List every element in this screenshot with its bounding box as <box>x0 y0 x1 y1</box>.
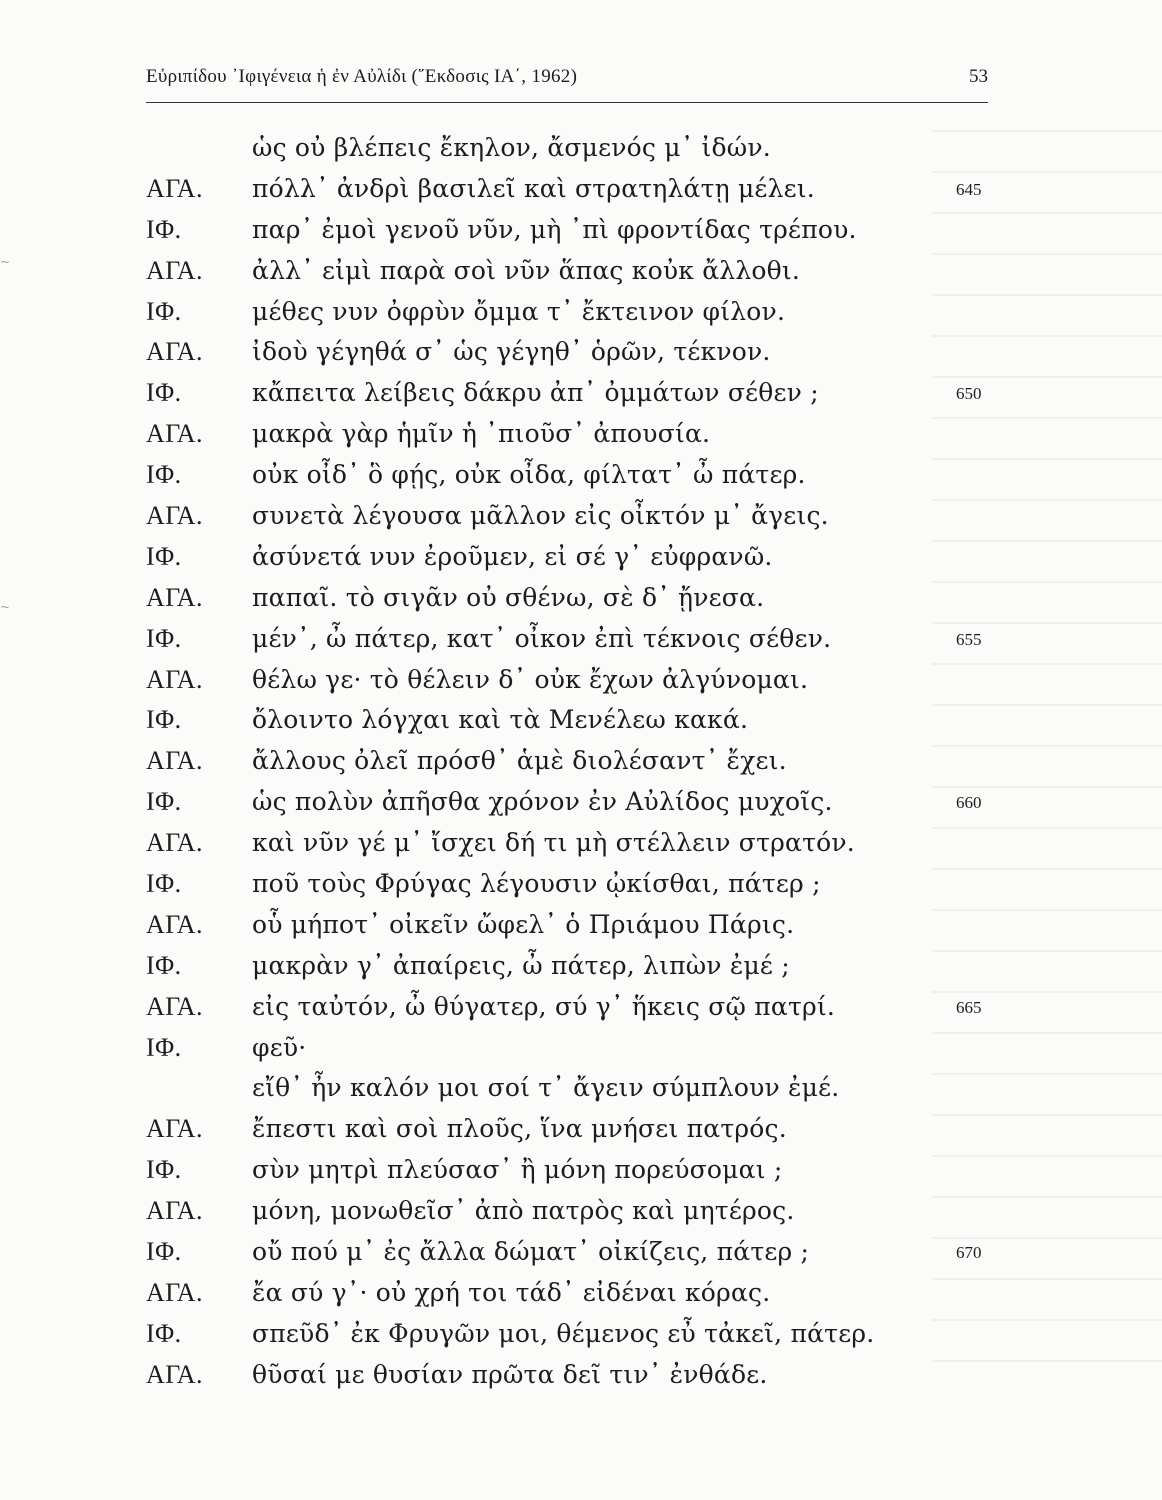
verse-text-line: συνετὰ λέγουσα μᾶλλον εἰς οἶκτόν μ᾿ ἄγεις. <box>252 501 829 531</box>
verse-text-line: ἰδοὺ γέγηθά σ᾿ ὡς γέγηθ᾿ ὁρῶν, τέκνον. <box>252 337 771 367</box>
verse-line <box>146 660 996 701</box>
verse-line <box>146 1273 996 1314</box>
verse-text <box>146 128 996 1396</box>
verse-line <box>146 169 996 210</box>
verse-line <box>146 946 996 987</box>
speaker-label: ΑΓΑ. <box>146 337 204 367</box>
verse-text-line: ἔπεστι καὶ σοὶ πλοῦς, ἵνα μνήσει πατρός. <box>252 1114 787 1144</box>
speaker-label: ΑΓΑ. <box>146 255 204 285</box>
verse-text-line: μακρὰ γὰρ ἡμῖν ἡ ᾿πιοῦσ᾿ ἀπουσία. <box>252 419 711 449</box>
verse-line <box>146 1232 996 1273</box>
speaker-label: ΑΓΑ. <box>146 419 204 449</box>
speaker-label: ΑΓΑ. <box>146 1114 204 1144</box>
speaker-label: ΙΦ. <box>146 214 182 244</box>
speaker-label: ΑΓΑ. <box>146 582 204 612</box>
verse-text-line: ὡς οὐ βλέπεις ἔκηλον, ἄσμενός μ᾿ ἰδών. <box>252 133 771 162</box>
verse-text-line: εἰς ταὐτόν, ὦ θύγατερ, σύ γ᾿ ἥκεις σῷ πατρί. <box>252 991 836 1021</box>
verse-line <box>146 782 996 823</box>
verse-line <box>146 1191 996 1232</box>
line-number: 645 <box>956 179 982 199</box>
speaker-label: ΙΦ. <box>146 705 182 735</box>
speaker-label: ΙΦ. <box>146 1032 182 1062</box>
verse-text-line: εἴθ᾿ ἦν καλόν μοι σοί τ᾿ ἄγειν σύμπλουν ἐμέ. <box>252 1073 840 1103</box>
speaker-label: ΑΓΑ. <box>146 1196 204 1226</box>
verse-line <box>146 414 996 455</box>
line-number: 655 <box>956 629 982 649</box>
verse-line <box>146 823 996 864</box>
line-number: 670 <box>956 1243 982 1263</box>
line-number: 665 <box>956 997 982 1017</box>
speaker-label: ΑΓΑ. <box>146 991 204 1021</box>
verse-text-line: κἄπειτα λείβεις δάκρυ ἀπ᾿ ὀμμάτων σέθεν ; <box>252 378 819 408</box>
verse-line <box>146 537 996 578</box>
margin-pencil-mark: ~ <box>0 255 11 269</box>
verse-line <box>146 1068 996 1109</box>
speaker-label: ΑΓΑ. <box>146 909 204 939</box>
verse-line <box>146 496 996 537</box>
verse-text-line: σπεῦδ᾿ ἐκ Φρυγῶν μοι, θέμενος εὖ τἀκεῖ, πάτερ. <box>252 1318 875 1348</box>
running-title: Εὐριπίδου ᾿Ιφιγένεια ἡ ἐν Αὐλίδι (῞Εκδοσις ΙΑ΄, 1962) <box>146 66 578 87</box>
verse-line <box>146 210 996 251</box>
speaker-label: ΙΦ. <box>146 950 182 980</box>
speaker-label: ΑΓΑ. <box>146 173 204 203</box>
verse-text-line: παρ᾿ ἐμοὶ γενοῦ νῦν, μὴ ᾿πὶ φροντίδας τρέπου. <box>252 214 857 244</box>
margin-pencil-mark: ~ <box>0 600 11 614</box>
verse-text-line: ποῦ τοὺς Φρύγας λέγουσιν ᾠκίσθαι, πάτερ ; <box>252 869 821 899</box>
verse-text-line: θῦσαί με θυσίαν πρῶτα δεῖ τιν᾿ ἐνθάδε. <box>252 1359 768 1389</box>
verse-line <box>146 1355 996 1396</box>
verse-line <box>146 578 996 619</box>
speaker-label: ΙΦ. <box>146 460 182 490</box>
verse-text-line: οὔ πού μ᾿ ἐς ἄλλα δώματ᾿ οἰκίζεις, πάτερ ; <box>252 1237 810 1267</box>
speaker-label: ΙΦ. <box>146 378 182 408</box>
verse-text-line: μέν᾿, ὦ πάτερ, κατ᾿ οἶκον ἐπὶ τέκνοις σέθεν. <box>252 623 832 653</box>
speaker-label: ΙΦ. <box>146 296 182 326</box>
speaker-label: ΑΓΑ. <box>146 746 204 776</box>
verse-line <box>146 332 996 373</box>
verse-text-line: οὐκ οἶδ᾿ ὃ φῄς, οὐκ οἶδα, φίλτατ᾿ ὦ πάτερ. <box>252 460 806 490</box>
verse-line <box>146 1150 996 1191</box>
verse-text-line: ὡς πολὺν ἀπῆσθα χρόνον ἐν Αὐλίδος μυχοῖς. <box>252 787 833 817</box>
page-header <box>146 62 988 103</box>
verse-text-line: σὺν μητρὶ πλεύσασ᾿ ἢ μόνη πορεύσομαι ; <box>252 1155 783 1185</box>
line-number: 660 <box>956 793 982 813</box>
speaker-label: ΑΓΑ. <box>146 1277 204 1307</box>
verse-text-line: καὶ νῦν γέ μ᾿ ἴσχει δή τι μὴ στέλλειν στρατόν. <box>252 828 855 858</box>
verse-text-line: ἔα σύ γ᾿· οὐ χρή τοι τάδ᾿ εἰδέναι κόρας. <box>252 1277 771 1307</box>
verse-line <box>146 1028 996 1069</box>
speaker-label: ΑΓΑ. <box>146 501 204 531</box>
speaker-label: ΙΦ. <box>146 869 182 899</box>
verse-line <box>146 455 996 496</box>
speaker-label: ΙΦ. <box>146 1318 182 1348</box>
page-number: 53 <box>969 66 988 87</box>
line-number: 650 <box>956 384 982 404</box>
speaker-label: ΙΦ. <box>146 1155 182 1185</box>
verse-line <box>146 1109 996 1150</box>
speaker-label: ΙΦ. <box>146 787 182 817</box>
verse-line <box>146 987 996 1028</box>
verse-text-line: ὄλοιντο λόγχαι καὶ τὰ Μενέλεω κακά. <box>252 705 749 735</box>
verse-text-line: πόλλ᾿ ἀνδρὶ βασιλεῖ καὶ στρατηλάτῃ μέλει. <box>252 173 815 203</box>
verse-text-line: οὗ μήποτ᾿ οἰκεῖν ὤφελ᾿ ὁ Πριάμου Πάρις. <box>252 909 795 939</box>
verse-line <box>146 1314 996 1355</box>
verse-line <box>146 905 996 946</box>
verse-line <box>146 292 996 333</box>
verse-text-line: μόνη, μονωθεῖσ᾿ ἀπὸ πατρὸς καὶ μητέρος. <box>252 1196 795 1226</box>
verse-text-line: ἀλλ᾿ εἰμὶ παρὰ σοὶ νῦν ἅπας κοὐκ ἄλλοθι. <box>252 255 801 285</box>
verse-text-line: ἄλλους ὀλεῖ πρόσθ᾿ ἁμὲ διολέσαντ᾿ ἔχει. <box>252 746 787 776</box>
speaker-label: ΙΦ. <box>146 1237 182 1267</box>
verse-line <box>146 700 996 741</box>
verse-line <box>146 741 996 782</box>
verse-line <box>146 373 996 414</box>
verse-text-line: παπαῖ. τὸ σιγᾶν οὐ σθένω, σὲ δ᾿ ᾔνεσα. <box>252 582 765 612</box>
verse-line <box>146 251 996 292</box>
speaker-label: ΙΦ. <box>146 541 182 571</box>
verse-text-line: μέθες νυν ὀφρὺν ὄμμα τ᾿ ἔκτεινον φίλον. <box>252 296 786 326</box>
verse-line <box>146 619 996 660</box>
verse-text-line: ἀσύνετά νυν ἐροῦμεν, εἰ σέ γ᾿ εὐφρανῶ. <box>252 541 773 571</box>
verse-text-line: θέλω γε· τὸ θέλειν δ᾿ οὐκ ἔχων ἀλγύνομαι. <box>252 664 809 694</box>
speaker-label: ΑΓΑ. <box>146 664 204 694</box>
verse-text-line: φεῦ· <box>252 1032 307 1062</box>
verse-text-line: μακρὰν γ᾿ ἀπαίρεις, ὦ πάτερ, λιπὼν ἐμέ ; <box>252 950 790 980</box>
speaker-label: ΙΦ. <box>146 623 182 653</box>
verse-line <box>146 128 996 169</box>
speaker-label: ΑΓΑ. <box>146 828 204 858</box>
speaker-label: ΑΓΑ. <box>146 1359 204 1389</box>
verse-line <box>146 864 996 905</box>
